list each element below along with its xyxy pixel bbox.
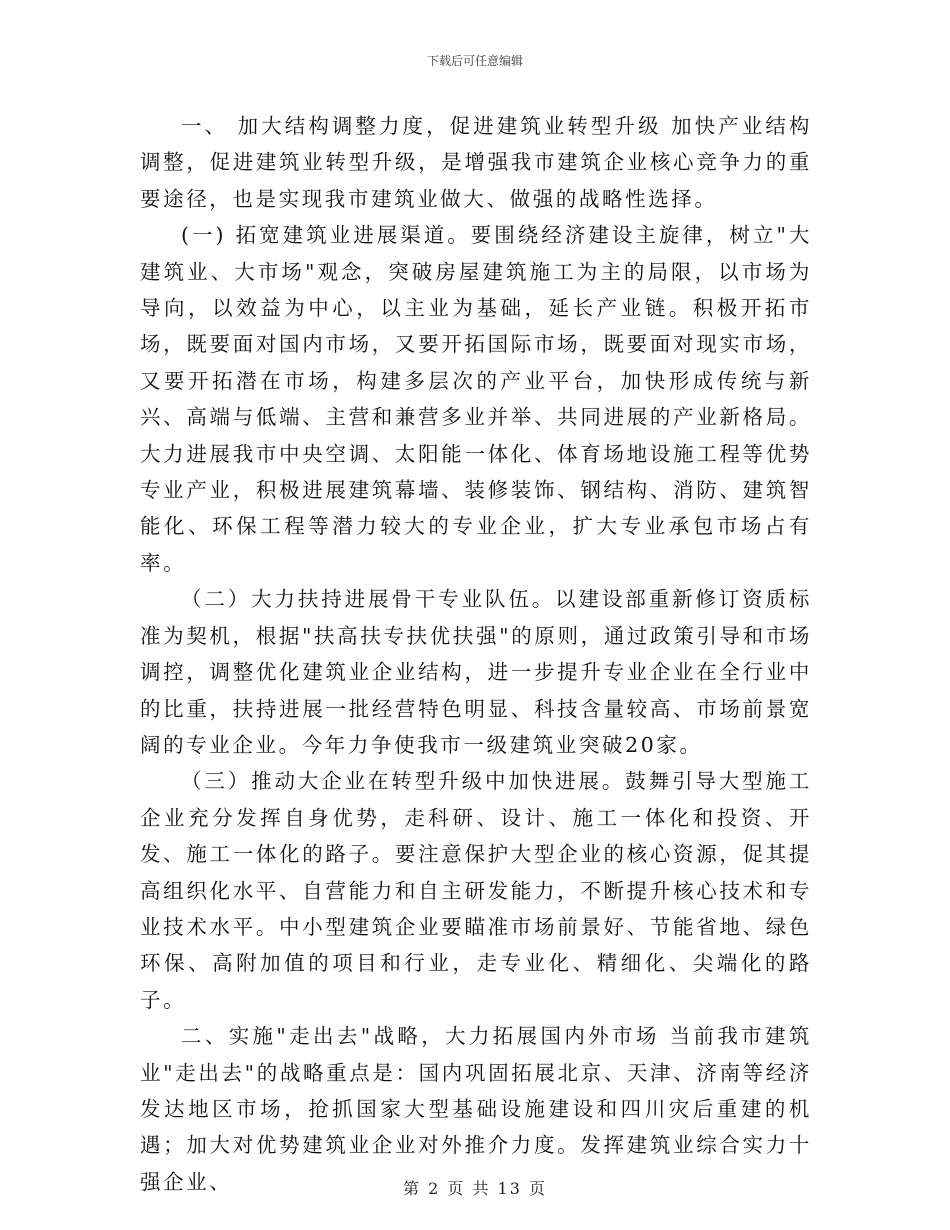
page-header: 下载后可任意编辑 <box>426 54 523 68</box>
paragraph-item-one: (一) 拓宽建筑业进展渠道。要围绕经济建设主旋律，树立"大建筑业、大市场"观念，突破房屋建筑施工为主的局限，以市场为导向，以效益为中心，以主业为基础，延长产业链。积极开拓市场，既要面对国内市场，又要开拓国际市场，既要面对现实市场，又要开拓潜在市场，构建多层次的产业平台，加快形成传统与新兴、高端与低端、主营和兼营多业并举、共同进展的产业新格局。大力进展我市中央空调、太阳能一体化、体育场地设施工程等优势专业产业，积极进展建筑幕墙、装修装饰、钢结构、消防、建筑智能化、环保工程等潜力较大的专业企业，扩大专业承包市场占有率。 <box>140 223 812 575</box>
paragraph-item-two: （二）大力扶持进展骨干专业队伍。以建设部重新修订资质标准为契机，根据"扶高扶专扶优扶强"的原则，通过政策引导和市场调控，调整优化建筑业企业结构，进一步提升专业企业在全行业中的比重，扶持进展一批经营特色明显、科技含量较高、市场前景宽阔的专业企业。今年力争使我市一级建筑业突破20家。 <box>140 587 812 757</box>
page-footer: 第 2 页 共 13 页 <box>403 1179 547 1198</box>
document-body <box>140 108 812 1200</box>
paragraph-item-three: （三）推动大企业在转型升级中加快进展。鼓舞引导大型施工企业充分发挥自身优势，走科研、设计、施工一体化和投资、开发、施工一体化的路子。要注意保护大型企业的核心资源，促其提高组织化水平、自营能力和自主研发能力，不断提升核心技术和专业技术水平。中小型建筑企业要瞄准市场前景好、节能省地、绿色环保、高附加值的项目和行业，走专业化、精细化、尖端化的路子。 <box>140 769 812 1012</box>
paragraph-section-one: 一、 加大结构调整力度，促进建筑业转型升级 加快产业结构调整，促进建筑业转型升级，是增强我市建筑企业核心竞争力的重要途径，也是实现我市建筑业做大、做强的战略性选择。 <box>140 114 812 211</box>
paragraph-section-two: 二、实施"走出去"战略，大力拓展国内外市场 当前我市建筑业"走出去"的战略重点是：国内巩固拓展北京、天津、济南等经济发达地区市场，抢抓国家大型基础设施建设和四川灾后重建的机遇；加大对优势建筑业企业对外推介力度。发挥建筑业综合实力十强企业、 <box>140 1024 812 1194</box>
